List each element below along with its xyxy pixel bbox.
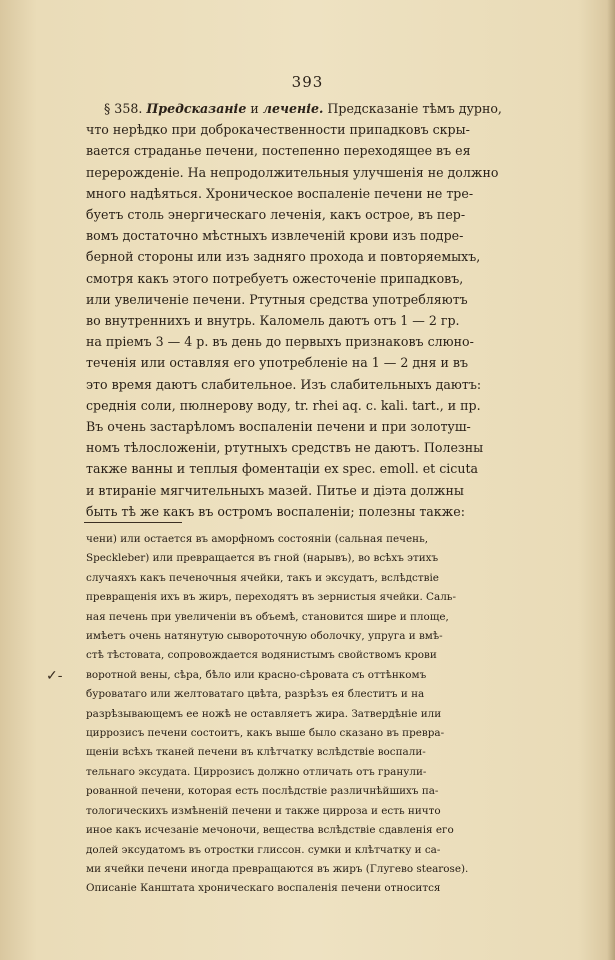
footnote-line: щеніи всѣхъ тканей печени въ клѣтчатку вслѣдствіе воспали- [86,746,426,759]
margin-mark: ✓- [46,668,63,684]
main-line: буетъ столь энергическаго леченія, какъ острое, въ пер- [86,207,466,223]
main-line: быть тѣ же какъ въ остромъ воспаленіи; полезны также: [86,503,465,519]
main-line: во внутреннихъ и внутрь. Каломель даютъ отъ 1 — 2 гр. [86,313,460,329]
main-line-1 [86,98,548,119]
main-line: смотря какъ этого потребуетъ ожесточеніе припадковъ, [86,270,464,286]
section-conj: и [250,101,259,116]
footnote-line: имѣетъ очень натянутую сывороточную оболочку, упруга и вмѣ- [86,630,443,643]
footnote-line: разрѣзывающемъ ее ножѣ не оставляетъ жира. Затвердѣніе или [86,707,442,720]
main-line: перерожденіе. На непродолжительныя улучшенія не должно [86,164,499,180]
main-text [86,98,548,522]
footnote-divider [84,522,182,523]
main-line: вомъ достаточно мѣстныхъ извлеченій крови изъ подре- [86,228,464,244]
main-line: берной стороны или изъ задняго прохода и повторяемыхъ, [86,249,481,265]
footnote-line: ная печень при увеличеніи въ объемѣ, становится шире и площе, [86,610,449,623]
footnote-line: воротной вены, сѣра, бѣло или красно-сѣровата съ оттѣнкомъ [86,668,427,681]
page-number: 393 [291,73,324,91]
main-line: номъ тѣлосложеніи, ртутныхъ средствъ не даютъ. Полезны [86,440,484,456]
footnote-line: превращенія ихъ въ жиръ, переходятъ въ зернистыя ячейки. Саль- [86,591,456,604]
section-title: Предсказаніе [146,101,247,116]
main-line: это время даютъ слабительное. Изъ слабительныхъ даютъ: [86,376,482,392]
section-number: § 358. [104,101,143,116]
section-title-2: леченіе. [262,101,324,116]
footnote-line: Описаніе Канштата хроническаго воспаленія печени относится [86,882,441,895]
footnote-line: Speckleber) или превращается въ гной (нарывъ), во всѣхъ этихъ [86,552,439,565]
footnote-line: ми ячейки печени иногда превращаются въ жиръ (Глугево stearose). [86,862,469,875]
main-line: много надѣяться. Хроническое воспаленіе печени не тре- [86,185,474,201]
footnote-line: чени) или остается въ аморфномъ состояніи (сальная печень, [86,533,429,545]
page-edge-shadow [607,0,615,960]
main-line: что нерѣдко при доброкачественности припадковъ скры- [86,122,470,138]
main-line: Въ очень застарѣломъ воспаленіи печени и при золотуш- [86,419,471,435]
line1-rest: Предсказаніе тѣмъ дурно, [327,101,502,116]
footnote-line: рованной печени, которая есть послѣдствіе различнѣйшихъ па- [86,785,439,798]
footnote-line: циррозисъ печени состоитъ, какъ выше было сказано въ превра- [86,727,445,740]
main-line: теченія или оставляя его употребленіе на 1 — 2 дня и въ [86,355,469,371]
main-line: среднія соли, пюлнерову воду, tr. rhei aq. c. kali. tart., и пр. [86,397,481,413]
footnote-line: тологическихъ измѣненій печени и также цирроза и есть ничто [86,804,441,817]
footnote-line: иное какъ исчезаніе мечоночи, вещества вслѣдствіе сдавленія его [86,824,454,837]
main-line: вается страданье печени, постепенно переходящее въ ея [86,143,471,159]
main-line: и втираніе мягчительныхъ мазей. Питье и діэта должны [86,482,464,498]
footnote-line: буроватаго или желтоватаго цвѣта, разрѣзъ ея блеститъ и на [86,688,425,701]
main-line: также ванны и теплыя фоментаціи ex spec. emoll. et cicuta [86,461,479,477]
footnote-line: долей эксудатомъ въ отростки глиссон. сумки и клѣтчатку и са- [86,843,441,856]
main-line: на пріемъ 3 — 4 р. въ день до первыхъ признаковъ слюно- [86,334,474,350]
footnote-line: стѣ тѣстовата, сопровождается водянистымъ свойствомъ крови [86,649,437,662]
main-line: или увеличеніе печени. Ртутныя средства употребляютъ [86,291,468,307]
footnote-line: случаяхъ какъ печеночныя ячейки, такъ и эксудатъ, вслѣдствіе [86,571,439,584]
footnote-text [86,530,548,899]
footnote-line: тельнаго эксудата. Циррозисъ должно отличать отъ гранули- [86,765,427,778]
